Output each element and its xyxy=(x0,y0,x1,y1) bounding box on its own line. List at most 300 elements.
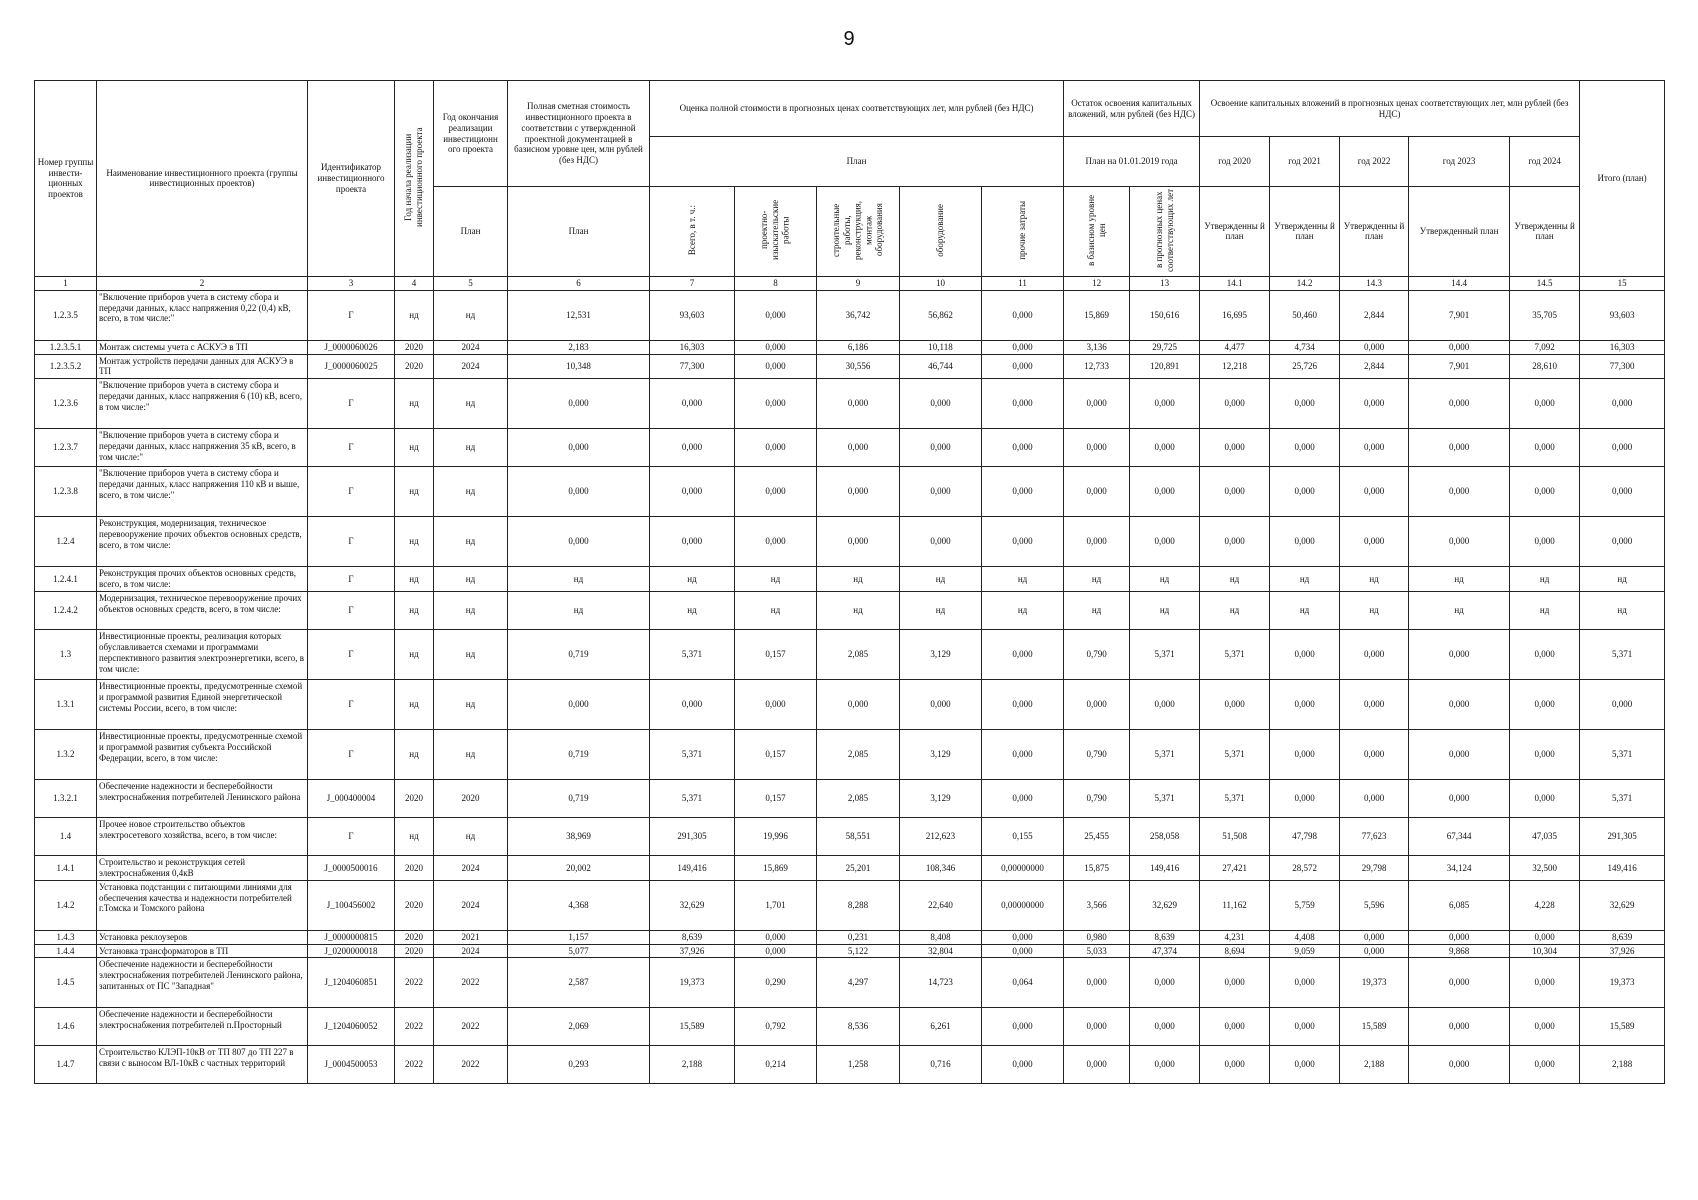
cell-end-year: 2022 xyxy=(434,1008,508,1046)
cell-project-name: Обеспечение надежности и бесперебойности электроснабжения потребителей Ленинского района, запитанных от ПС "Западная" xyxy=(97,958,308,1008)
cell-project-id: Г xyxy=(308,467,395,517)
cell-plan-2021: 0,000 xyxy=(1270,1046,1340,1084)
cell-design-cost: 0,000 xyxy=(735,290,817,340)
cell-plan-2022: 2,844 xyxy=(1340,354,1409,379)
cell-start-year: нд xyxy=(395,379,434,429)
cell-end-year: нд xyxy=(434,680,508,730)
cell-equipment-cost: 6,261 xyxy=(900,1008,982,1046)
cell-design-cost: 19,996 xyxy=(735,818,817,856)
cell-total-plan: 0,000 xyxy=(1580,680,1665,730)
cell-total-plan: 0,000 xyxy=(1580,517,1665,567)
cell-total-cost: 77,300 xyxy=(650,354,735,379)
table-row xyxy=(35,630,1665,680)
cell-project-name: Монтаж системы учета с АСКУЭ в ТП xyxy=(97,340,308,354)
cell-plan-2020: 8,694 xyxy=(1200,944,1270,958)
header-plan: План xyxy=(650,137,1064,187)
cell-plan-2023: 7,901 xyxy=(1409,290,1510,340)
cell-full-cost: 10,348 xyxy=(508,354,650,379)
cell-remaining-base: 15,869 xyxy=(1064,290,1130,340)
cell-plan-2022: 2,188 xyxy=(1340,1046,1409,1084)
cell-group-number: 1.2.3.7 xyxy=(35,429,97,467)
cell-total-cost: 16,303 xyxy=(650,340,735,354)
cell-remaining-forecast: 32,629 xyxy=(1130,880,1200,930)
cell-plan-2021: 0,000 xyxy=(1270,429,1340,467)
cell-project-name: Установка трансформаторов в ТП xyxy=(97,944,308,958)
cell-remaining-base: 0,790 xyxy=(1064,630,1130,680)
cell-equipment-cost: 108,346 xyxy=(900,856,982,881)
cell-plan-2022: 0,000 xyxy=(1340,340,1409,354)
table-row xyxy=(35,930,1665,944)
cell-design-cost: 0,290 xyxy=(735,958,817,1008)
cell-plan-2022: 0,000 xyxy=(1340,680,1409,730)
cell-total-plan: 0,000 xyxy=(1580,467,1665,517)
cell-plan-2022: 0,000 xyxy=(1340,930,1409,944)
cell-project-id: Г xyxy=(308,429,395,467)
cell-equipment-cost: 3,129 xyxy=(900,780,982,818)
cell-end-year: нд xyxy=(434,290,508,340)
cell-full-cost: 0,293 xyxy=(508,1046,650,1084)
cell-plan-2024: 0,000 xyxy=(1510,730,1580,780)
cell-end-year: нд xyxy=(434,567,508,592)
cell-start-year: нд xyxy=(395,680,434,730)
header-year: год 2023 xyxy=(1409,137,1510,187)
cell-plan-2021: 28,572 xyxy=(1270,856,1340,881)
cell-group-number: 1.4.6 xyxy=(35,1008,97,1046)
column-number: 5 xyxy=(434,276,508,290)
table-row xyxy=(35,958,1665,1008)
table-row xyxy=(35,567,1665,592)
cell-plan-2022: нд xyxy=(1340,592,1409,630)
cell-construction-cost: 8,288 xyxy=(817,880,900,930)
header-identifier: Идентификатор инвестиционного проекта xyxy=(308,81,395,277)
header-approved-plan: Утвержденны й план xyxy=(1200,187,1270,277)
cell-full-cost: 2,183 xyxy=(508,340,650,354)
header-total-plan: Итого (план) xyxy=(1580,81,1665,277)
cell-equipment-cost: 32,804 xyxy=(900,944,982,958)
cell-total-cost: нд xyxy=(650,567,735,592)
cell-plan-2024: 0,000 xyxy=(1510,630,1580,680)
cell-design-cost: 0,000 xyxy=(735,930,817,944)
cell-group-number: 1.4.1 xyxy=(35,856,97,881)
cell-equipment-cost: 0,000 xyxy=(900,467,982,517)
cell-project-id: Г xyxy=(308,630,395,680)
cell-total-cost: 0,000 xyxy=(650,467,735,517)
column-number: 15 xyxy=(1580,276,1665,290)
cell-equipment-cost: 0,000 xyxy=(900,379,982,429)
cell-group-number: 1.3.1 xyxy=(35,680,97,730)
cell-plan-2023: 0,000 xyxy=(1409,730,1510,780)
cell-end-year: нд xyxy=(434,379,508,429)
cell-construction-cost: 8,536 xyxy=(817,1008,900,1046)
cell-plan-2020: 51,508 xyxy=(1200,818,1270,856)
cell-total-plan: 291,305 xyxy=(1580,818,1665,856)
cell-plan-2020: 5,371 xyxy=(1200,630,1270,680)
cell-remaining-forecast: 0,000 xyxy=(1130,1046,1200,1084)
cell-plan-2023: 7,901 xyxy=(1409,354,1510,379)
cell-end-year: нд xyxy=(434,730,508,780)
header-project-name: Наименование инвестиционного проекта (группы инвестиционных проектов) xyxy=(97,81,308,277)
cell-other-cost: 0,000 xyxy=(982,680,1064,730)
cell-remaining-base: 5,033 xyxy=(1064,944,1130,958)
cell-full-cost: нд xyxy=(508,592,650,630)
cell-plan-2023: 0,000 xyxy=(1409,930,1510,944)
table-row xyxy=(35,592,1665,630)
header-capital-investment: Освоение капитальных вложений в прогнозных ценах соответствующих лет, млн рублей (без НДС) xyxy=(1200,81,1580,137)
header-forecast-cost: Оценка полной стоимости в прогнозных ценах соответствующих лет, млн рублей (без НДС) xyxy=(650,81,1064,137)
header-year: год 2021 xyxy=(1270,137,1340,187)
column-number: 14.5 xyxy=(1510,276,1580,290)
table-header xyxy=(35,81,1665,291)
cell-total-cost: 93,603 xyxy=(650,290,735,340)
cell-group-number: 1.2.3.5 xyxy=(35,290,97,340)
cell-construction-cost: 0,000 xyxy=(817,379,900,429)
column-number: 14.4 xyxy=(1409,276,1510,290)
cell-equipment-cost: 0,000 xyxy=(900,429,982,467)
column-numbers-row xyxy=(35,276,1665,290)
cell-full-cost: 0,000 xyxy=(508,517,650,567)
cell-full-cost: 0,000 xyxy=(508,467,650,517)
cell-plan-2022: 0,000 xyxy=(1340,379,1409,429)
cell-plan-2020: 0,000 xyxy=(1200,680,1270,730)
cell-equipment-cost: 8,408 xyxy=(900,930,982,944)
cell-total-plan: 149,416 xyxy=(1580,856,1665,881)
cell-project-name: Монтаж устройств передачи данных для АСКУЭ в ТП xyxy=(97,354,308,379)
cell-design-cost: 0,157 xyxy=(735,780,817,818)
cell-remaining-base: 0,000 xyxy=(1064,379,1130,429)
cell-project-id: J_100456002 xyxy=(308,880,395,930)
header-construction-works: строительные работы, реконструкция, монтаж оборудования xyxy=(817,187,900,277)
cell-start-year: нд xyxy=(395,290,434,340)
cell-plan-2021: 5,759 xyxy=(1270,880,1340,930)
cell-other-cost: 0,000 xyxy=(982,340,1064,354)
cell-full-cost: 12,531 xyxy=(508,290,650,340)
cell-design-cost: нд xyxy=(735,592,817,630)
cell-project-name: Обеспечение надежности и бесперебойности электроснабжения потребителей п.Просторный xyxy=(97,1008,308,1046)
cell-full-cost: 2,587 xyxy=(508,958,650,1008)
cell-group-number: 1.4.3 xyxy=(35,930,97,944)
cell-plan-2024: нд xyxy=(1510,592,1580,630)
cell-project-name: Реконструкция, модернизация, техническое перевооружение прочих объектов основных средств, всего, в том числе: xyxy=(97,517,308,567)
header-year: год 2024 xyxy=(1510,137,1580,187)
cell-plan-2023: 34,124 xyxy=(1409,856,1510,881)
cell-project-name: Обеспечение надежности и бесперебойности электроснабжения потребителей Ленинского района xyxy=(97,780,308,818)
cell-project-id: Г xyxy=(308,517,395,567)
cell-project-id: J_000400004 xyxy=(308,780,395,818)
table-row xyxy=(35,944,1665,958)
cell-plan-2023: 0,000 xyxy=(1409,1046,1510,1084)
cell-plan-2023: 0,000 xyxy=(1409,680,1510,730)
cell-project-id: J_0000060025 xyxy=(308,354,395,379)
cell-plan-2024: 7,092 xyxy=(1510,340,1580,354)
cell-remaining-forecast: 0,000 xyxy=(1130,467,1200,517)
cell-other-cost: 0,000 xyxy=(982,1008,1064,1046)
cell-construction-cost: нд xyxy=(817,592,900,630)
cell-start-year: нд xyxy=(395,467,434,517)
cell-equipment-cost: 0,000 xyxy=(900,680,982,730)
cell-plan-2024: 0,000 xyxy=(1510,958,1580,1008)
column-number: 14.1 xyxy=(1200,276,1270,290)
cell-remaining-base: 0,000 xyxy=(1064,517,1130,567)
cell-remaining-forecast: 0,000 xyxy=(1130,379,1200,429)
header-full-cost: Полная сметная стоимость инвестиционного проекта в соответствии с утвержденной проектной документацией в базисном уровне цен, млн рублей (без НДС) xyxy=(508,81,650,187)
cell-plan-2023: 0,000 xyxy=(1409,780,1510,818)
cell-plan-2023: нд xyxy=(1409,592,1510,630)
cell-plan-2024: 35,705 xyxy=(1510,290,1580,340)
cell-other-cost: 0,000 xyxy=(982,517,1064,567)
cell-remaining-base: 12,733 xyxy=(1064,354,1130,379)
cell-remaining-base: 25,455 xyxy=(1064,818,1130,856)
cell-construction-cost: 2,085 xyxy=(817,730,900,780)
cell-plan-2022: 29,798 xyxy=(1340,856,1409,881)
cell-total-cost: 0,000 xyxy=(650,379,735,429)
cell-plan-2022: 0,000 xyxy=(1340,730,1409,780)
page-number: 9 xyxy=(843,28,855,50)
cell-plan-2022: 5,596 xyxy=(1340,880,1409,930)
cell-plan-2022: 0,000 xyxy=(1340,630,1409,680)
cell-total-plan: 0,000 xyxy=(1580,379,1665,429)
cell-design-cost: нд xyxy=(735,567,817,592)
cell-start-year: 2020 xyxy=(395,780,434,818)
cell-total-cost: 0,000 xyxy=(650,680,735,730)
cell-construction-cost: 6,186 xyxy=(817,340,900,354)
cell-remaining-forecast: 29,725 xyxy=(1130,340,1200,354)
cell-other-cost: 0,000 xyxy=(982,379,1064,429)
column-number: 9 xyxy=(817,276,900,290)
table-row xyxy=(35,354,1665,379)
cell-construction-cost: 5,122 xyxy=(817,944,900,958)
cell-plan-2023: 0,000 xyxy=(1409,517,1510,567)
cell-equipment-cost: 46,744 xyxy=(900,354,982,379)
cell-equipment-cost: 14,723 xyxy=(900,958,982,1008)
cell-plan-2022: 19,373 xyxy=(1340,958,1409,1008)
cell-plan-2022: 15,589 xyxy=(1340,1008,1409,1046)
cell-start-year: нд xyxy=(395,517,434,567)
cell-total-plan: 5,371 xyxy=(1580,780,1665,818)
cell-remaining-forecast: 47,374 xyxy=(1130,944,1200,958)
header-start-year: Год начала реализации инвестиционного проекта xyxy=(395,81,434,277)
cell-remaining-forecast: 258,058 xyxy=(1130,818,1200,856)
cell-total-cost: 0,000 xyxy=(650,517,735,567)
cell-plan-2021: 0,000 xyxy=(1270,780,1340,818)
cell-start-year: 2020 xyxy=(395,930,434,944)
cell-design-cost: 0,792 xyxy=(735,1008,817,1046)
cell-other-cost: нд xyxy=(982,592,1064,630)
cell-design-cost: 0,000 xyxy=(735,680,817,730)
cell-equipment-cost: нд xyxy=(900,592,982,630)
cell-project-id: Г xyxy=(308,567,395,592)
cell-plan-2020: 5,371 xyxy=(1200,780,1270,818)
header-plan: План xyxy=(434,187,508,277)
cell-other-cost: 0,00000000 xyxy=(982,856,1064,881)
cell-plan-2023: 0,000 xyxy=(1409,379,1510,429)
cell-total-cost: 32,629 xyxy=(650,880,735,930)
cell-group-number: 1.4.7 xyxy=(35,1046,97,1084)
cell-start-year: 2020 xyxy=(395,856,434,881)
cell-project-id: J_1204060052 xyxy=(308,1008,395,1046)
cell-equipment-cost: 3,129 xyxy=(900,630,982,680)
cell-construction-cost: 36,742 xyxy=(817,290,900,340)
cell-plan-2020: 4,477 xyxy=(1200,340,1270,354)
cell-plan-2021: 0,000 xyxy=(1270,467,1340,517)
cell-group-number: 1.3.2 xyxy=(35,730,97,780)
cell-end-year: 2024 xyxy=(434,944,508,958)
cell-full-cost: 1,157 xyxy=(508,930,650,944)
cell-remaining-forecast: 0,000 xyxy=(1130,429,1200,467)
cell-total-plan: 32,629 xyxy=(1580,880,1665,930)
cell-full-cost: 0,000 xyxy=(508,379,650,429)
cell-plan-2023: нд xyxy=(1409,567,1510,592)
cell-total-cost: 5,371 xyxy=(650,730,735,780)
cell-design-cost: 0,000 xyxy=(735,340,817,354)
cell-design-cost: 0,000 xyxy=(735,354,817,379)
cell-equipment-cost: 212,623 xyxy=(900,818,982,856)
table-row xyxy=(35,680,1665,730)
cell-plan-2024: 0,000 xyxy=(1510,467,1580,517)
cell-equipment-cost: 0,716 xyxy=(900,1046,982,1084)
cell-total-cost: нд xyxy=(650,592,735,630)
cell-plan-2020: нд xyxy=(1200,567,1270,592)
cell-remaining-base: 0,000 xyxy=(1064,680,1130,730)
cell-plan-2020: 12,218 xyxy=(1200,354,1270,379)
table-row xyxy=(35,730,1665,780)
cell-construction-cost: 2,085 xyxy=(817,630,900,680)
header-other-costs: прочие затраты xyxy=(982,187,1064,277)
cell-end-year: 2022 xyxy=(434,1046,508,1084)
cell-start-year: 2020 xyxy=(395,354,434,379)
cell-total-plan: нд xyxy=(1580,567,1665,592)
table-body xyxy=(35,290,1665,1084)
header-design-works: проектно-изыскательские работы xyxy=(735,187,817,277)
cell-plan-2020: 0,000 xyxy=(1200,1008,1270,1046)
cell-full-cost: 20,002 xyxy=(508,856,650,881)
cell-equipment-cost: 0,000 xyxy=(900,517,982,567)
cell-equipment-cost: 56,862 xyxy=(900,290,982,340)
table-row xyxy=(35,340,1665,354)
header-base-prices: в базисном уровне цен xyxy=(1064,187,1130,277)
cell-full-cost: 5,077 xyxy=(508,944,650,958)
cell-group-number: 1.2.3.5.1 xyxy=(35,340,97,354)
cell-end-year: 2022 xyxy=(434,958,508,1008)
cell-end-year: нд xyxy=(434,630,508,680)
table-row xyxy=(35,1008,1665,1046)
cell-construction-cost: 25,201 xyxy=(817,856,900,881)
cell-remaining-forecast: 5,371 xyxy=(1130,630,1200,680)
cell-plan-2021: 4,734 xyxy=(1270,340,1340,354)
cell-remaining-forecast: 150,616 xyxy=(1130,290,1200,340)
cell-remaining-base: 0,000 xyxy=(1064,1008,1130,1046)
cell-other-cost: 0,000 xyxy=(982,429,1064,467)
column-number: 13 xyxy=(1130,276,1200,290)
cell-construction-cost: 0,000 xyxy=(817,467,900,517)
cell-design-cost: 0,000 xyxy=(735,429,817,467)
cell-plan-2024: 0,000 xyxy=(1510,1008,1580,1046)
cell-remaining-forecast: 0,000 xyxy=(1130,680,1200,730)
cell-end-year: 2024 xyxy=(434,856,508,881)
cell-end-year: нд xyxy=(434,517,508,567)
cell-project-name: "Включение приборов учета в систему сбора и передачи данных, класс напряжения 6 (10) кВ, всего, в том числе:" xyxy=(97,379,308,429)
cell-project-name: Инвестиционные проекты, предусмотренные схемой и программой развития субъекта Российской Федерации, всего, в том числе: xyxy=(97,730,308,780)
cell-construction-cost: 1,258 xyxy=(817,1046,900,1084)
cell-plan-2020: 0,000 xyxy=(1200,517,1270,567)
cell-total-cost: 0,000 xyxy=(650,429,735,467)
column-number: 14.3 xyxy=(1340,276,1409,290)
cell-project-id: Г xyxy=(308,730,395,780)
cell-plan-2021: нд xyxy=(1270,567,1340,592)
cell-end-year: 2024 xyxy=(434,340,508,354)
column-number: 8 xyxy=(735,276,817,290)
cell-plan-2021: 50,460 xyxy=(1270,290,1340,340)
cell-design-cost: 0,157 xyxy=(735,730,817,780)
cell-construction-cost: 2,085 xyxy=(817,780,900,818)
table-row xyxy=(35,818,1665,856)
cell-start-year: нд xyxy=(395,730,434,780)
cell-equipment-cost: нд xyxy=(900,567,982,592)
cell-design-cost: 0,157 xyxy=(735,630,817,680)
table-row xyxy=(35,880,1665,930)
cell-full-cost: 0,000 xyxy=(508,429,650,467)
cell-design-cost: 15,869 xyxy=(735,856,817,881)
cell-total-plan: нд xyxy=(1580,592,1665,630)
cell-project-name: "Включение приборов учета в систему сбора и передачи данных, класс напряжения 110 кВ и выше, всего, в том числе:" xyxy=(97,467,308,517)
cell-other-cost: 0,000 xyxy=(982,467,1064,517)
cell-project-name: "Включение приборов учета в систему сбора и передачи данных, класс напряжения 35 кВ, всего, в том числе:" xyxy=(97,429,308,467)
cell-start-year: 2022 xyxy=(395,958,434,1008)
table-row xyxy=(35,780,1665,818)
cell-total-plan: 77,300 xyxy=(1580,354,1665,379)
column-number: 7 xyxy=(650,276,735,290)
cell-remaining-forecast: 5,371 xyxy=(1130,730,1200,780)
cell-design-cost: 0,000 xyxy=(735,467,817,517)
header-plan: План xyxy=(508,187,650,277)
cell-plan-2021: 9,059 xyxy=(1270,944,1340,958)
cell-plan-2021: 0,000 xyxy=(1270,630,1340,680)
header-end-year: Год окончания реализации инвестиционн ого проекта xyxy=(434,81,508,187)
cell-plan-2024: 0,000 xyxy=(1510,680,1580,730)
cell-total-plan: 37,926 xyxy=(1580,944,1665,958)
cell-design-cost: 1,701 xyxy=(735,880,817,930)
table-row xyxy=(35,856,1665,881)
cell-other-cost: 0,064 xyxy=(982,958,1064,1008)
cell-design-cost: 0,000 xyxy=(735,944,817,958)
column-number: 6 xyxy=(508,276,650,290)
cell-group-number: 1.3.2.1 xyxy=(35,780,97,818)
cell-start-year: нд xyxy=(395,818,434,856)
cell-project-id: Г xyxy=(308,818,395,856)
cell-plan-2021: 0,000 xyxy=(1270,379,1340,429)
cell-end-year: нд xyxy=(434,592,508,630)
header-forecast-prices: в прогнозных ценах соответствующих лет xyxy=(1130,187,1200,277)
cell-project-id: J_0000060026 xyxy=(308,340,395,354)
cell-plan-2022: 0,000 xyxy=(1340,517,1409,567)
cell-plan-2023: 0,000 xyxy=(1409,1008,1510,1046)
cell-construction-cost: 58,551 xyxy=(817,818,900,856)
column-number: 1 xyxy=(35,276,97,290)
cell-total-plan: 16,303 xyxy=(1580,340,1665,354)
header-remaining: Остаток освоения капитальных вложений, млн рублей (без НДС) xyxy=(1064,81,1200,137)
cell-project-id: Г xyxy=(308,290,395,340)
header-approved-plan: Утвержденны й план xyxy=(1270,187,1340,277)
cell-remaining-base: 0,000 xyxy=(1064,1046,1130,1084)
cell-remaining-forecast: 5,371 xyxy=(1130,780,1200,818)
cell-plan-2024: 28,610 xyxy=(1510,354,1580,379)
cell-construction-cost: 30,556 xyxy=(817,354,900,379)
cell-full-cost: нд xyxy=(508,567,650,592)
cell-total-plan: 8,639 xyxy=(1580,930,1665,944)
cell-end-year: 2024 xyxy=(434,354,508,379)
cell-total-cost: 15,589 xyxy=(650,1008,735,1046)
column-number: 12 xyxy=(1064,276,1130,290)
cell-remaining-base: нд xyxy=(1064,567,1130,592)
